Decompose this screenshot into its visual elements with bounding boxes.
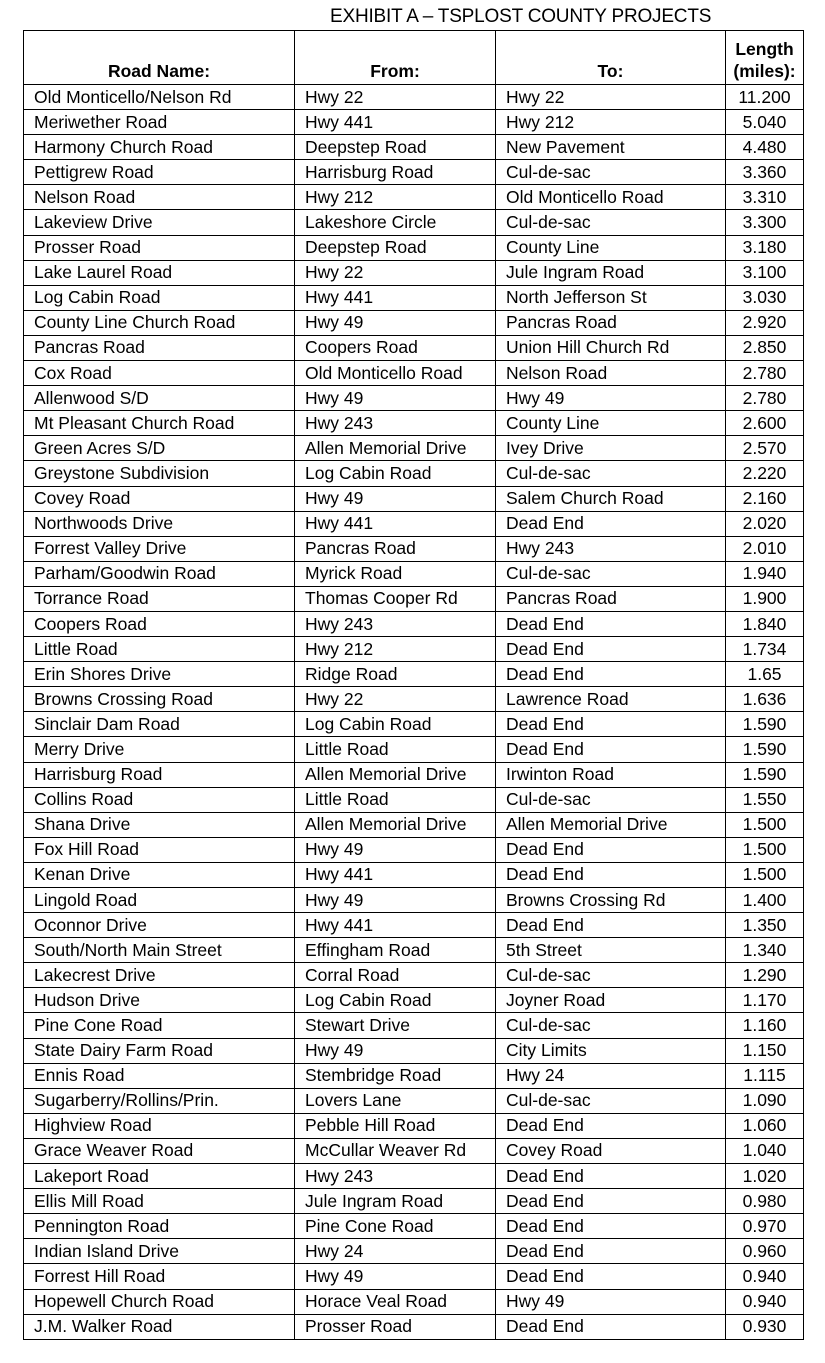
from-cell: Lovers Lane [295,1088,496,1113]
road-name-cell: Prosser Road [24,235,295,260]
road-name-cell: Forrest Valley Drive [24,536,295,561]
projects-table [23,30,804,1340]
table-row [24,1189,804,1214]
from-cell: Hwy 243 [295,411,496,436]
header-to: To: [496,31,726,85]
table-row [24,361,804,386]
road-name-cell: State Dairy Farm Road [24,1038,295,1063]
length-cell: 1.550 [726,787,804,812]
road-name-cell: Hopewell Church Road [24,1289,295,1314]
to-cell: Cul-de-sac [496,160,726,185]
length-cell: 3.180 [726,235,804,260]
road-name-cell: Allenwood S/D [24,386,295,411]
header-row [24,31,804,85]
from-cell: Allen Memorial Drive [295,812,496,837]
to-cell: Hwy 49 [496,386,726,411]
from-cell: Little Road [295,737,496,762]
table-row [24,536,804,561]
table-row [24,1164,804,1189]
road-name-cell: Pettigrew Road [24,160,295,185]
from-cell: Hwy 22 [295,85,496,110]
to-cell: Nelson Road [496,361,726,386]
table-row [24,611,804,636]
length-cell: 1.400 [726,888,804,913]
table-row [24,285,804,310]
length-cell: 1.150 [726,1038,804,1063]
header-road-name: Road Name: [24,31,295,85]
road-name-cell: Shana Drive [24,812,295,837]
from-cell: Hwy 441 [295,110,496,135]
length-cell: 11.200 [726,85,804,110]
table-row [24,1088,804,1113]
from-cell: Deepstep Road [295,235,496,260]
table-row [24,310,804,335]
road-name-cell: Lingold Road [24,888,295,913]
road-name-cell: Coopers Road [24,611,295,636]
table-row [24,712,804,737]
table-row [24,687,804,712]
table-row [24,938,804,963]
length-cell: 0.930 [726,1314,804,1339]
length-cell: 1.160 [726,1013,804,1038]
from-cell: Hwy 49 [295,386,496,411]
length-cell: 0.940 [726,1289,804,1314]
road-name-cell: J.M. Walker Road [24,1314,295,1339]
from-cell: Jule Ingram Road [295,1189,496,1214]
to-cell: Dead End [496,1113,726,1138]
to-cell: Pancras Road [496,310,726,335]
from-cell: Hwy 212 [295,185,496,210]
length-cell: 1.350 [726,913,804,938]
from-cell: Log Cabin Road [295,712,496,737]
from-cell: Thomas Cooper Rd [295,586,496,611]
to-cell: Hwy 22 [496,85,726,110]
table-row [24,1214,804,1239]
from-cell: Log Cabin Road [295,988,496,1013]
length-cell: 4.480 [726,135,804,160]
from-cell: Stembridge Road [295,1063,496,1088]
road-name-cell: Lakeport Road [24,1164,295,1189]
to-cell: City Limits [496,1038,726,1063]
table-row [24,913,804,938]
from-cell: Log Cabin Road [295,461,496,486]
road-name-cell: Harmony Church Road [24,135,295,160]
table-row [24,787,804,812]
road-name-cell: Indian Island Drive [24,1239,295,1264]
table-row [24,335,804,360]
length-cell: 1.940 [726,561,804,586]
road-name-cell: Little Road [24,637,295,662]
length-cell: 2.850 [726,335,804,360]
table-row [24,185,804,210]
from-cell: Hwy 22 [295,687,496,712]
table-row [24,762,804,787]
length-cell: 1.090 [726,1088,804,1113]
road-name-cell: County Line Church Road [24,310,295,335]
length-cell: 3.030 [726,285,804,310]
table-row [24,662,804,687]
length-cell: 2.570 [726,436,804,461]
road-name-cell: Lakeview Drive [24,210,295,235]
to-cell: Dead End [496,1214,726,1239]
length-cell: 1.060 [726,1113,804,1138]
from-cell: Effingham Road [295,938,496,963]
length-cell: 2.780 [726,361,804,386]
to-cell: Dead End [496,837,726,862]
length-cell: 1.734 [726,637,804,662]
length-cell: 1.115 [726,1063,804,1088]
to-cell: Old Monticello Road [496,185,726,210]
table-row [24,436,804,461]
table-header [24,31,804,85]
table-row [24,586,804,611]
road-name-cell: Hudson Drive [24,988,295,1013]
road-name-cell: Old Monticello/Nelson Rd [24,85,295,110]
road-name-cell: Lakecrest Drive [24,963,295,988]
to-cell: North Jefferson St [496,285,726,310]
road-name-cell: Covey Road [24,486,295,511]
table-row [24,461,804,486]
length-cell: 1.65 [726,662,804,687]
to-cell: Dead End [496,1314,726,1339]
road-name-cell: Pennington Road [24,1214,295,1239]
header-length-line1: Length [735,39,794,59]
from-cell: Coopers Road [295,335,496,360]
length-cell: 1.590 [726,737,804,762]
length-cell: 1.900 [726,586,804,611]
road-name-cell: Fox Hill Road [24,837,295,862]
table-row [24,963,804,988]
road-name-cell: Greystone Subdivision [24,461,295,486]
from-cell: Hwy 441 [295,862,496,887]
road-name-cell: Pancras Road [24,335,295,360]
from-cell: Hwy 49 [295,486,496,511]
document-title: EXHIBIT A – TSPLOST COUNTY PROJECTS [330,6,712,27]
length-cell: 3.310 [726,185,804,210]
road-name-cell: Log Cabin Road [24,285,295,310]
to-cell: Dead End [496,913,726,938]
table-row [24,486,804,511]
length-cell: 1.020 [726,1164,804,1189]
length-cell: 1.840 [726,611,804,636]
to-cell: Dead End [496,1264,726,1289]
from-cell: Hwy 441 [295,511,496,536]
header-length [726,31,804,85]
road-name-cell: Highview Road [24,1113,295,1138]
from-cell: Hwy 24 [295,1239,496,1264]
to-cell: County Line [496,235,726,260]
from-cell: Hwy 49 [295,1038,496,1063]
to-cell: County Line [496,411,726,436]
table-row [24,210,804,235]
length-cell: 1.340 [726,938,804,963]
road-name-cell: Parham/Goodwin Road [24,561,295,586]
table-row [24,386,804,411]
table-row [24,837,804,862]
road-name-cell: Harrisburg Road [24,762,295,787]
table-row [24,1264,804,1289]
road-name-cell: South/North Main Street [24,938,295,963]
table-row [24,260,804,285]
from-cell: Pancras Road [295,536,496,561]
to-cell: Irwinton Road [496,762,726,787]
from-cell: Lakeshore Circle [295,210,496,235]
table-row [24,988,804,1013]
road-name-cell: Green Acres S/D [24,436,295,461]
header-length-line2: (miles): [733,61,796,81]
table-row [24,1013,804,1038]
road-name-cell: Lake Laurel Road [24,260,295,285]
length-cell: 5.040 [726,110,804,135]
table-row [24,511,804,536]
to-cell: Cul-de-sac [496,787,726,812]
table-row [24,862,804,887]
road-name-cell: Browns Crossing Road [24,687,295,712]
to-cell: Allen Memorial Drive [496,812,726,837]
to-cell: Joyner Road [496,988,726,1013]
length-cell: 3.360 [726,160,804,185]
table-row [24,1038,804,1063]
length-cell: 2.920 [726,310,804,335]
length-cell: 2.160 [726,486,804,511]
to-cell: Dead End [496,862,726,887]
length-cell: 0.940 [726,1264,804,1289]
to-cell: Dead End [496,712,726,737]
table-row [24,1138,804,1163]
road-name-cell: Ellis Mill Road [24,1189,295,1214]
to-cell: Lawrence Road [496,687,726,712]
to-cell: Dead End [496,737,726,762]
to-cell: Hwy 212 [496,110,726,135]
from-cell: Hwy 49 [295,888,496,913]
length-cell: 1.500 [726,812,804,837]
road-name-cell: Kenan Drive [24,862,295,887]
from-cell: Pine Cone Road [295,1214,496,1239]
to-cell: Covey Road [496,1138,726,1163]
road-name-cell: Ennis Road [24,1063,295,1088]
table-row [24,888,804,913]
length-cell: 1.500 [726,862,804,887]
from-cell: Old Monticello Road [295,361,496,386]
from-cell: Allen Memorial Drive [295,762,496,787]
table-row [24,160,804,185]
from-cell: Deepstep Road [295,135,496,160]
to-cell: Hwy 49 [496,1289,726,1314]
from-cell: Horace Veal Road [295,1289,496,1314]
from-cell: Hwy 49 [295,1264,496,1289]
to-cell: Cul-de-sac [496,561,726,586]
length-cell: 1.590 [726,712,804,737]
road-name-cell: Pine Cone Road [24,1013,295,1038]
to-cell: 5th Street [496,938,726,963]
table-row [24,1239,804,1264]
length-cell: 2.010 [726,536,804,561]
from-cell: Stewart Drive [295,1013,496,1038]
to-cell: Cul-de-sac [496,461,726,486]
length-cell: 1.636 [726,687,804,712]
to-cell: Cul-de-sac [496,1013,726,1038]
table-row [24,110,804,135]
to-cell: Dead End [496,1164,726,1189]
to-cell: Salem Church Road [496,486,726,511]
length-cell: 0.970 [726,1214,804,1239]
length-cell: 2.220 [726,461,804,486]
table-row [24,812,804,837]
road-name-cell: Sugarberry/Rollins/Prin. [24,1088,295,1113]
length-cell: 0.960 [726,1239,804,1264]
from-cell: Little Road [295,787,496,812]
to-cell: Dead End [496,662,726,687]
from-cell: McCullar Weaver Rd [295,1138,496,1163]
length-cell: 2.780 [726,386,804,411]
road-name-cell: Torrance Road [24,586,295,611]
from-cell: Pebble Hill Road [295,1113,496,1138]
to-cell: Dead End [496,1239,726,1264]
table-row [24,85,804,110]
road-name-cell: Meriwether Road [24,110,295,135]
from-cell: Prosser Road [295,1314,496,1339]
to-cell: Pancras Road [496,586,726,611]
table-row [24,561,804,586]
to-cell: Dead End [496,637,726,662]
to-cell: Cul-de-sac [496,210,726,235]
road-name-cell: Sinclair Dam Road [24,712,295,737]
road-name-cell: Erin Shores Drive [24,662,295,687]
length-cell: 2.020 [726,511,804,536]
to-cell: Jule Ingram Road [496,260,726,285]
road-name-cell: Merry Drive [24,737,295,762]
from-cell: Hwy 441 [295,913,496,938]
length-cell: 2.600 [726,411,804,436]
from-cell: Hwy 441 [295,285,496,310]
road-name-cell: Oconnor Drive [24,913,295,938]
road-name-cell: Grace Weaver Road [24,1138,295,1163]
table-row [24,135,804,160]
from-cell: Myrick Road [295,561,496,586]
length-cell: 1.170 [726,988,804,1013]
to-cell: Ivey Drive [496,436,726,461]
length-cell: 0.980 [726,1189,804,1214]
length-cell: 3.100 [726,260,804,285]
table-row [24,1289,804,1314]
to-cell: New Pavement [496,135,726,160]
road-name-cell: Collins Road [24,787,295,812]
table-row [24,411,804,436]
road-name-cell: Northwoods Drive [24,511,295,536]
table-row [24,1113,804,1138]
table-body [24,85,804,1340]
from-cell: Harrisburg Road [295,160,496,185]
length-cell: 1.040 [726,1138,804,1163]
length-cell: 1.290 [726,963,804,988]
from-cell: Hwy 243 [295,611,496,636]
length-cell: 1.500 [726,837,804,862]
from-cell: Hwy 49 [295,837,496,862]
to-cell: Dead End [496,611,726,636]
table-row [24,1314,804,1339]
length-cell: 1.590 [726,762,804,787]
from-cell: Corral Road [295,963,496,988]
to-cell: Dead End [496,1189,726,1214]
from-cell: Hwy 22 [295,260,496,285]
from-cell: Hwy 243 [295,1164,496,1189]
table-row [24,637,804,662]
from-cell: Allen Memorial Drive [295,436,496,461]
road-name-cell: Nelson Road [24,185,295,210]
road-name-cell: Cox Road [24,361,295,386]
header-from: From: [295,31,496,85]
to-cell: Cul-de-sac [496,1088,726,1113]
from-cell: Ridge Road [295,662,496,687]
to-cell: Hwy 24 [496,1063,726,1088]
from-cell: Hwy 49 [295,310,496,335]
road-name-cell: Forrest Hill Road [24,1264,295,1289]
to-cell: Dead End [496,511,726,536]
to-cell: Browns Crossing Rd [496,888,726,913]
to-cell: Hwy 243 [496,536,726,561]
length-cell: 3.300 [726,210,804,235]
from-cell: Hwy 212 [295,637,496,662]
to-cell: Union Hill Church Rd [496,335,726,360]
to-cell: Cul-de-sac [496,963,726,988]
table-row [24,737,804,762]
table-row [24,1063,804,1088]
table-row [24,235,804,260]
road-name-cell: Mt Pleasant Church Road [24,411,295,436]
